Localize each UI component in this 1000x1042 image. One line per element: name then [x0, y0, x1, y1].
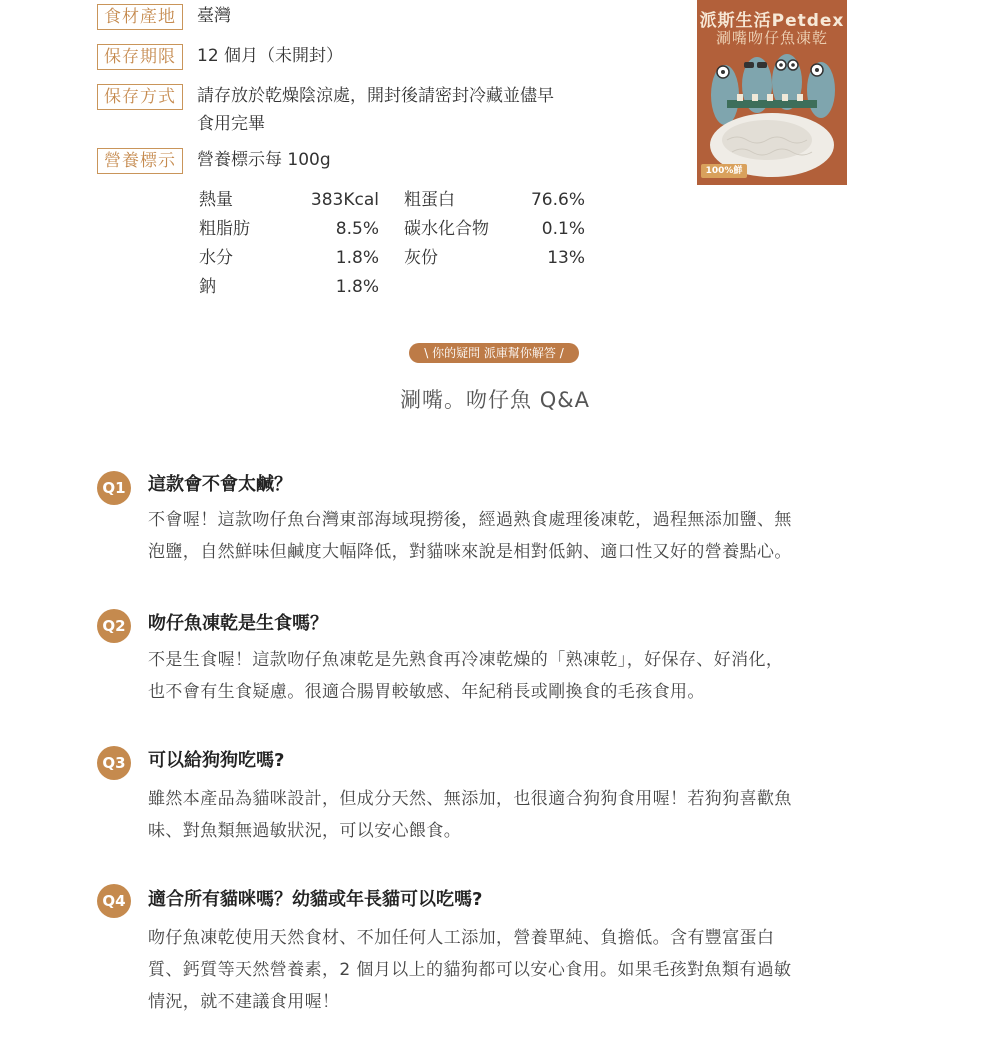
answer-text: [148, 504, 903, 568]
nutrient-value: 1.8%: [335, 277, 379, 297]
answer-line: 雖然本產品為貓咪設計，但成分天然、無添加，也很適合狗狗食用喔！若狗狗喜歡魚: [148, 789, 792, 809]
answer-line: 吻仔魚凍乾使用天然食材、不加任何人工添加，營養單純、負擔低。含有豐富蛋白: [148, 928, 775, 948]
answer-text: [148, 644, 903, 708]
nutrient-value: 76.6%: [530, 190, 585, 210]
answer-text: [148, 922, 903, 1018]
package-product-name: 涮嘴吻仔魚凍乾: [715, 29, 828, 47]
package-badge: 100%鮮: [705, 166, 743, 176]
question-title: 這款會不會太鹹？: [148, 474, 292, 495]
nutrition-row: [199, 244, 589, 272]
nutrient-value: 13%: [547, 248, 585, 268]
product-package-image: [697, 0, 847, 185]
question-title: 適合所有貓咪嗎？幼貓或年長貓可以吃嗎?: [148, 889, 483, 910]
spec-storage-line1: 請存放於乾燥陰涼處，開封後請密封冷藏並儘早: [197, 86, 554, 106]
spec-storage-line2: 食用完畢: [197, 114, 265, 134]
nutrition-row: [199, 186, 589, 214]
spec-nutrition: [97, 148, 331, 174]
spec-shelf-life-value: 12 個月（未開封）: [197, 46, 344, 66]
spec-origin: [97, 4, 231, 30]
question-title: 可以給狗狗吃嗎?: [148, 750, 285, 771]
question-badge: Q2: [97, 609, 131, 643]
nutrient-name: 鈉: [199, 277, 216, 297]
answer-line: 不是生食喔！這款吻仔魚凍乾是先熟食再冷凍乾燥的「熟凍乾」，好保存、好消化，: [148, 650, 784, 670]
answer-line: 泡鹽，自然鮮味但鹹度大幅降低，對貓咪來說是相對低鈉、適口性又好的營養點心。: [148, 542, 792, 562]
spec-storage: [97, 84, 554, 138]
nutrient-value: 0.1%: [541, 219, 585, 239]
question-title: 吻仔魚凍乾是生食嗎？: [148, 613, 328, 634]
spec-origin-label: 食材產地: [97, 4, 183, 30]
qa-title: 涮嘴。吻仔魚 Q&A: [400, 388, 590, 412]
question-badge: Q4: [97, 884, 131, 918]
answer-line: 情況，就不建議食用喔！: [148, 992, 340, 1012]
nutrient-name: 碳水化合物: [404, 219, 489, 239]
nutrient-name: 粗蛋白: [404, 190, 455, 210]
spec-storage-label: 保存方式: [97, 84, 183, 110]
nutrient-value: 8.5%: [335, 219, 379, 239]
nutrition-row: [199, 273, 589, 301]
spec-shelf-life: [97, 44, 343, 70]
spec-shelf-life-label: 保存期限: [97, 44, 183, 70]
nutrient-value: 1.8%: [335, 248, 379, 268]
answer-text: [148, 783, 903, 847]
nutrient-name: 灰份: [404, 248, 438, 268]
question-badge: Q1: [97, 471, 131, 505]
nutrient-name: 熱量: [199, 190, 233, 210]
qa-tagline: \ 你的疑問 派庫幫你解答 /: [409, 343, 579, 363]
spec-nutrition-value: 營養標示每 100g: [197, 150, 331, 170]
nutrient-value: 383Kcal: [310, 190, 379, 210]
question-badge: Q3: [97, 746, 131, 780]
spec-nutrition-label: 營養標示: [97, 148, 183, 174]
package-illustration: [697, 0, 847, 185]
answer-line: 質、鈣質等天然營養素，2 個月以上的貓狗都可以安心食用。如果毛孩對魚類有過敏: [148, 960, 792, 980]
nutrition-row: [199, 215, 589, 243]
nutrient-name: 粗脂肪: [199, 219, 250, 239]
answer-line: 味、對魚類無過敏狀況，可以安心餵食。: [148, 821, 462, 841]
answer-line: 也不會有生食疑慮。很適合腸胃較敏感、年紀稍長或剛換食的毛孩食用。: [148, 682, 705, 702]
spec-storage-value: [197, 82, 554, 138]
nutrient-name: 水分: [199, 248, 233, 268]
answer-line: 不會喔！這款吻仔魚台灣東部海域現撈後，經過熟食處理後凍乾，過程無添加鹽、無: [148, 510, 792, 530]
package-brand: 派斯生活Petdex: [699, 11, 845, 31]
spec-origin-value: 臺灣: [197, 6, 231, 26]
